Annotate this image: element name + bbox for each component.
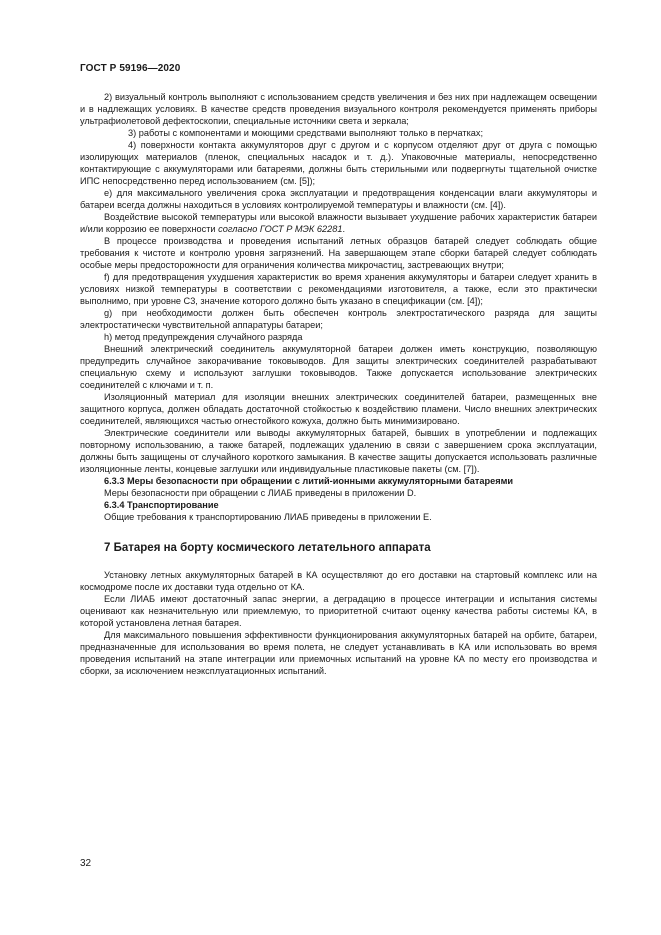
page-number: 32: [80, 858, 92, 869]
standard-reference: согласно ГОСТ Р МЭК 62281: [218, 224, 343, 234]
body-text: [80, 91, 597, 677]
paragraph: Если ЛИАБ имеют достаточный запас энергии, а деградацию в процессе интеграции и испытания системы оценивают как незначительную или приемлемую, то приоритетной считают оценку качества работы системы КА, в которой установлена летная батарея.: [80, 594, 597, 628]
paragraph: 2) визуальный контроль выполняют с использованием средств увеличения и без них при надлежащем освещении и в надлежащих условиях. В качестве средств проведения визуального контроля рекомендуется применять приборы ультрафиолетовой дефектоскопии, специальные источники света и зеркала;: [80, 92, 597, 126]
paragraph: Изоляционный материал для изоляции внешних электрических соединителей батареи, размещенных вне защитного корпуса, должен обладать достаточной стойкостью к воздействию пламени. Число внешних электрических соединителей, являющихся частью огнестойкого кожуха, должно быть минимизировано.: [80, 392, 597, 426]
standard-header: ГОСТ Р 59196—2020: [80, 63, 181, 74]
paragraph: В процессе производства и проведения испытаний летных образцов батарей следует соблюдать общие требования к чистоте и контролю уровня загрязнений. На завершающем этапе сборки батарей следует соблюдать особые меры предосторожности для ограничения количества микрочастиц, застревающих внутри;: [80, 236, 597, 270]
subsection-heading-6-3-4: 6.3.4 Транспортирование: [104, 500, 219, 510]
paragraph: h) метод предупреждения случайного разряда: [104, 332, 303, 342]
paragraph: 3) работы с компонентами и моющими средствами выполняют только в перчатках;: [128, 128, 484, 138]
paragraph: Воздействие высокой температуры или высокой влажности вызывает ухудшение рабочих характеристик батареи и/или коррозию ее поверхности согласно ГОСТ Р МЭК 62281.: [80, 212, 597, 234]
section-title: 7 Батарея на борту космического летательного аппарата: [104, 542, 431, 554]
paragraph: Меры безопасности при обращении с ЛИАБ приведены в приложении D.: [104, 488, 417, 498]
subsection-heading-6-3-3: 6.3.3 Меры безопасности при обращении с литий-ионными аккумуляторными батареями: [104, 476, 514, 486]
paragraph: f) для предотвращения ухудшения характеристик во время хранения аккумуляторы и батареи следует хранить в условиях низкой температуры в соответствии с рекомендациями изготовителя, а также, если это практически выполнимо, при уровне C3, значение которого должно быть указано в спецификации (см. [4]);: [80, 272, 597, 306]
paragraph: g) при необходимости должен быть обеспечен контроль электростатического разряда для защиты электростатически чувствительной аппаратуры батареи;: [80, 308, 597, 330]
paragraph: 4) поверхности контакта аккумуляторов друг с другом и с корпусом отделяют друг от друга с помощью изолирующих материалов (пленок, специальных насадок и т. д.). Упаковочные материалы, непосредственно контактирующие с аккумуляторами или батареями, должны быть стерильными или подвергнуты тщательной очистке ИПС непосредственно перед использованием (см. [5]);: [80, 140, 597, 186]
paragraph: Электрические соединители или выводы аккумуляторных батарей, бывших в употреблении и подлежащих повторному использованию, а также батарей, подлежащих удалению в связи с завершением срока эксплуатации, должны быть защищены от случайного короткого замыкания. В качестве защиты допускается использовать различные изоляционные ленты, концевые заглушки или индивидуальные пластиковые пакеты (см. [7]).: [80, 428, 597, 474]
paragraph: Общие требования к транспортированию ЛИАБ приведены в приложении E.: [104, 512, 432, 522]
paragraph: Для максимального повышения эффективности функционирования аккумуляторных батарей на орбите, батареи, предназначенные для использования во время полета, не следует устанавливать в КА или использовать во время проведения испытаний на этапе интеграции или приемочных испытаний на уровне КА по месту его производства и сборки, за исключением неэксплуатационных испытаний.: [80, 630, 597, 676]
paragraph: Внешний электрический соединитель аккумуляторной батареи должен иметь конструкцию, позволяющую предупредить случайное закорачивание токовыводов. Для защиты электрических соединителей разрабатывают специальную схему и используют заглушки токовыводов. Также допускается использование электрических соединителей с ключами и т. п.: [80, 344, 597, 390]
paragraph: e) для максимального увеличения срока эксплуатации и предотвращения конденсации влаги аккумуляторы и батареи всегда должны находиться в условиях контролируемой температуры и влажности (см. [4]).: [80, 188, 597, 210]
paragraph-text: Воздействие высокой температуры или высокой влажности вызывает ухудшение рабочих характеристик батареи и/или коррозию ее поверхности: [80, 212, 597, 234]
paragraph: Установку летных аккумуляторных батарей в КА осуществляют до его доставки на стартовый комплекс или на космодроме после их доставки туда отдельно от КА.: [80, 570, 597, 592]
